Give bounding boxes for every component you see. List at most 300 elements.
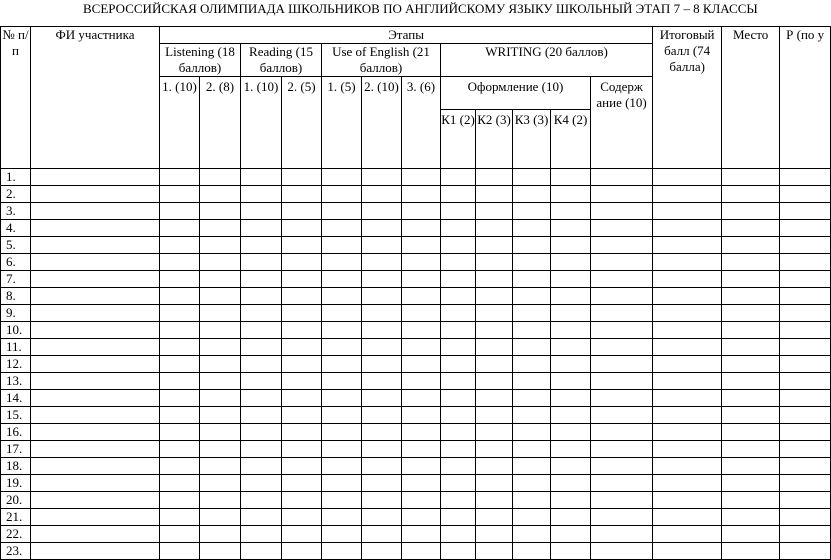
table-cell[interactable]	[322, 254, 362, 271]
table-cell[interactable]	[780, 475, 831, 492]
table-cell[interactable]	[241, 424, 282, 441]
table-cell[interactable]	[591, 220, 653, 237]
table-cell[interactable]	[402, 458, 441, 475]
table-cell[interactable]	[551, 373, 591, 390]
table-cell[interactable]	[441, 407, 476, 424]
table-cell[interactable]	[653, 441, 722, 458]
table-cell[interactable]	[160, 543, 200, 560]
table-cell[interactable]	[31, 356, 160, 373]
table-cell[interactable]	[513, 390, 551, 407]
table-cell[interactable]	[241, 220, 282, 237]
table-cell[interactable]	[282, 220, 322, 237]
table-cell[interactable]	[653, 526, 722, 543]
table-cell[interactable]	[362, 441, 402, 458]
table-cell[interactable]	[653, 475, 722, 492]
table-cell[interactable]	[241, 543, 282, 560]
table-cell[interactable]	[322, 288, 362, 305]
table-cell[interactable]	[551, 220, 591, 237]
table-cell[interactable]	[780, 271, 831, 288]
table-cell[interactable]	[591, 288, 653, 305]
table-cell[interactable]	[241, 169, 282, 186]
table-cell[interactable]	[322, 271, 362, 288]
table-cell[interactable]	[362, 492, 402, 509]
table-cell[interactable]	[653, 543, 722, 560]
table-cell[interactable]	[722, 186, 780, 203]
table-cell[interactable]	[722, 458, 780, 475]
table-cell[interactable]	[362, 407, 402, 424]
table-cell[interactable]	[476, 390, 513, 407]
table-cell[interactable]	[241, 305, 282, 322]
table-cell[interactable]	[160, 305, 200, 322]
table-cell[interactable]	[362, 186, 402, 203]
table-cell[interactable]	[322, 543, 362, 560]
table-cell[interactable]	[402, 322, 441, 339]
table-cell[interactable]	[322, 356, 362, 373]
table-cell[interactable]	[282, 254, 322, 271]
table-cell[interactable]	[241, 271, 282, 288]
table-cell[interactable]	[476, 407, 513, 424]
table-cell[interactable]	[282, 424, 322, 441]
table-cell[interactable]	[513, 407, 551, 424]
table-cell[interactable]	[31, 526, 160, 543]
table-cell[interactable]	[441, 458, 476, 475]
table-cell[interactable]	[722, 237, 780, 254]
table-cell[interactable]	[476, 492, 513, 509]
table-cell[interactable]	[513, 475, 551, 492]
table-cell[interactable]	[591, 271, 653, 288]
table-cell[interactable]	[282, 509, 322, 526]
table-cell[interactable]	[722, 305, 780, 322]
table-cell[interactable]	[441, 322, 476, 339]
table-cell[interactable]	[200, 492, 241, 509]
table-cell[interactable]	[441, 271, 476, 288]
table-cell[interactable]	[160, 220, 200, 237]
table-cell[interactable]	[551, 356, 591, 373]
table-cell[interactable]	[722, 543, 780, 560]
table-cell[interactable]	[160, 339, 200, 356]
table-cell[interactable]	[513, 339, 551, 356]
table-cell[interactable]	[722, 492, 780, 509]
table-cell[interactable]	[513, 203, 551, 220]
table-cell[interactable]	[322, 424, 362, 441]
table-cell[interactable]	[513, 186, 551, 203]
table-cell[interactable]	[200, 424, 241, 441]
table-cell[interactable]	[441, 356, 476, 373]
table-cell[interactable]	[551, 237, 591, 254]
table-cell[interactable]	[160, 509, 200, 526]
table-cell[interactable]	[551, 424, 591, 441]
table-cell[interactable]	[362, 509, 402, 526]
table-cell[interactable]	[160, 254, 200, 271]
table-cell[interactable]	[241, 441, 282, 458]
table-cell[interactable]	[722, 424, 780, 441]
table-cell[interactable]	[241, 407, 282, 424]
table-cell[interactable]	[513, 169, 551, 186]
table-cell[interactable]	[200, 186, 241, 203]
table-cell[interactable]	[441, 441, 476, 458]
table-cell[interactable]	[402, 543, 441, 560]
table-cell[interactable]	[591, 169, 653, 186]
table-cell[interactable]	[402, 475, 441, 492]
table-cell[interactable]	[780, 441, 831, 458]
table-cell[interactable]	[31, 288, 160, 305]
table-cell[interactable]	[282, 169, 322, 186]
table-cell[interactable]	[160, 169, 200, 186]
table-cell[interactable]	[551, 305, 591, 322]
table-cell[interactable]	[362, 373, 402, 390]
table-cell[interactable]	[402, 237, 441, 254]
table-cell[interactable]	[362, 322, 402, 339]
table-cell[interactable]	[653, 492, 722, 509]
table-cell[interactable]	[780, 237, 831, 254]
table-cell[interactable]	[780, 203, 831, 220]
table-cell[interactable]	[402, 509, 441, 526]
table-cell[interactable]	[513, 526, 551, 543]
table-cell[interactable]	[402, 169, 441, 186]
table-cell[interactable]	[241, 390, 282, 407]
table-cell[interactable]	[476, 526, 513, 543]
table-cell[interactable]	[441, 543, 476, 560]
table-cell[interactable]	[591, 237, 653, 254]
table-cell[interactable]	[362, 288, 402, 305]
table-cell[interactable]	[200, 373, 241, 390]
table-cell[interactable]	[362, 356, 402, 373]
table-cell[interactable]	[282, 339, 322, 356]
table-cell[interactable]	[780, 186, 831, 203]
table-cell[interactable]	[402, 254, 441, 271]
table-cell[interactable]	[591, 458, 653, 475]
table-cell[interactable]	[31, 305, 160, 322]
table-cell[interactable]	[653, 169, 722, 186]
table-cell[interactable]	[282, 458, 322, 475]
table-cell[interactable]	[551, 169, 591, 186]
table-cell[interactable]	[200, 543, 241, 560]
table-cell[interactable]	[200, 305, 241, 322]
table-cell[interactable]	[322, 203, 362, 220]
table-cell[interactable]	[282, 203, 322, 220]
table-cell[interactable]	[476, 288, 513, 305]
table-cell[interactable]	[551, 407, 591, 424]
table-cell[interactable]	[160, 407, 200, 424]
table-cell[interactable]	[653, 424, 722, 441]
table-cell[interactable]	[476, 237, 513, 254]
table-cell[interactable]	[476, 271, 513, 288]
table-cell[interactable]	[653, 203, 722, 220]
table-cell[interactable]	[200, 203, 241, 220]
table-cell[interactable]	[551, 526, 591, 543]
table-cell[interactable]	[31, 373, 160, 390]
table-cell[interactable]	[780, 424, 831, 441]
table-cell[interactable]	[513, 441, 551, 458]
table-cell[interactable]	[160, 475, 200, 492]
table-cell[interactable]	[200, 475, 241, 492]
table-cell[interactable]	[591, 373, 653, 390]
table-cell[interactable]	[241, 186, 282, 203]
table-cell[interactable]	[551, 186, 591, 203]
table-cell[interactable]	[31, 186, 160, 203]
table-cell[interactable]	[653, 509, 722, 526]
table-cell[interactable]	[322, 441, 362, 458]
table-cell[interactable]	[160, 203, 200, 220]
table-cell[interactable]	[282, 186, 322, 203]
table-cell[interactable]	[551, 475, 591, 492]
table-cell[interactable]	[241, 203, 282, 220]
table-cell[interactable]	[160, 492, 200, 509]
table-cell[interactable]	[160, 373, 200, 390]
table-cell[interactable]	[476, 509, 513, 526]
table-cell[interactable]	[780, 509, 831, 526]
table-cell[interactable]	[722, 203, 780, 220]
table-cell[interactable]	[282, 356, 322, 373]
table-cell[interactable]	[200, 339, 241, 356]
table-cell[interactable]	[476, 254, 513, 271]
table-cell[interactable]	[476, 356, 513, 373]
table-cell[interactable]	[31, 339, 160, 356]
table-cell[interactable]	[653, 254, 722, 271]
table-cell[interactable]	[322, 458, 362, 475]
table-cell[interactable]	[160, 186, 200, 203]
table-cell[interactable]	[513, 492, 551, 509]
table-cell[interactable]	[780, 288, 831, 305]
table-cell[interactable]	[780, 356, 831, 373]
table-cell[interactable]	[513, 220, 551, 237]
table-cell[interactable]	[322, 475, 362, 492]
table-cell[interactable]	[282, 305, 322, 322]
table-cell[interactable]	[441, 475, 476, 492]
table-cell[interactable]	[31, 322, 160, 339]
table-cell[interactable]	[653, 322, 722, 339]
table-cell[interactable]	[241, 254, 282, 271]
table-cell[interactable]	[362, 543, 402, 560]
table-cell[interactable]	[591, 322, 653, 339]
table-cell[interactable]	[402, 339, 441, 356]
table-cell[interactable]	[322, 373, 362, 390]
table-cell[interactable]	[31, 254, 160, 271]
table-cell[interactable]	[441, 526, 476, 543]
table-cell[interactable]	[362, 390, 402, 407]
table-cell[interactable]	[591, 509, 653, 526]
table-cell[interactable]	[441, 339, 476, 356]
table-cell[interactable]	[722, 526, 780, 543]
table-cell[interactable]	[591, 526, 653, 543]
table-cell[interactable]	[402, 407, 441, 424]
table-cell[interactable]	[551, 271, 591, 288]
table-cell[interactable]	[591, 305, 653, 322]
table-cell[interactable]	[551, 458, 591, 475]
table-cell[interactable]	[241, 373, 282, 390]
table-cell[interactable]	[282, 475, 322, 492]
table-cell[interactable]	[200, 169, 241, 186]
table-cell[interactable]	[441, 492, 476, 509]
table-cell[interactable]	[362, 475, 402, 492]
table-cell[interactable]	[722, 441, 780, 458]
table-cell[interactable]	[282, 441, 322, 458]
table-cell[interactable]	[591, 254, 653, 271]
table-cell[interactable]	[200, 254, 241, 271]
table-cell[interactable]	[200, 458, 241, 475]
table-cell[interactable]	[31, 475, 160, 492]
table-cell[interactable]	[551, 441, 591, 458]
table-cell[interactable]	[441, 254, 476, 271]
table-cell[interactable]	[722, 220, 780, 237]
table-cell[interactable]	[722, 356, 780, 373]
table-cell[interactable]	[282, 373, 322, 390]
table-cell[interactable]	[441, 373, 476, 390]
table-cell[interactable]	[476, 458, 513, 475]
table-cell[interactable]	[653, 186, 722, 203]
table-cell[interactable]	[591, 203, 653, 220]
table-cell[interactable]	[653, 305, 722, 322]
table-cell[interactable]	[780, 390, 831, 407]
table-cell[interactable]	[591, 543, 653, 560]
table-cell[interactable]	[160, 271, 200, 288]
table-cell[interactable]	[780, 339, 831, 356]
table-cell[interactable]	[402, 441, 441, 458]
table-cell[interactable]	[513, 509, 551, 526]
table-cell[interactable]	[780, 220, 831, 237]
table-cell[interactable]	[722, 509, 780, 526]
table-cell[interactable]	[780, 254, 831, 271]
table-cell[interactable]	[160, 288, 200, 305]
table-cell[interactable]	[780, 526, 831, 543]
table-cell[interactable]	[200, 441, 241, 458]
table-cell[interactable]	[322, 322, 362, 339]
table-cell[interactable]	[402, 492, 441, 509]
table-cell[interactable]	[200, 322, 241, 339]
table-cell[interactable]	[551, 203, 591, 220]
table-cell[interactable]	[241, 509, 282, 526]
table-cell[interactable]	[513, 458, 551, 475]
table-cell[interactable]	[780, 543, 831, 560]
table-cell[interactable]	[402, 288, 441, 305]
table-cell[interactable]	[722, 407, 780, 424]
table-cell[interactable]	[362, 424, 402, 441]
table-cell[interactable]	[780, 169, 831, 186]
table-cell[interactable]	[551, 254, 591, 271]
table-cell[interactable]	[241, 237, 282, 254]
table-cell[interactable]	[241, 356, 282, 373]
table-cell[interactable]	[441, 509, 476, 526]
table-cell[interactable]	[282, 271, 322, 288]
table-cell[interactable]	[322, 220, 362, 237]
table-cell[interactable]	[476, 203, 513, 220]
table-cell[interactable]	[513, 305, 551, 322]
table-cell[interactable]	[31, 271, 160, 288]
table-cell[interactable]	[402, 356, 441, 373]
table-cell[interactable]	[402, 390, 441, 407]
table-cell[interactable]	[653, 390, 722, 407]
table-cell[interactable]	[476, 441, 513, 458]
table-cell[interactable]	[402, 305, 441, 322]
table-cell[interactable]	[160, 390, 200, 407]
table-cell[interactable]	[591, 356, 653, 373]
table-cell[interactable]	[653, 339, 722, 356]
table-cell[interactable]	[160, 322, 200, 339]
table-cell[interactable]	[551, 543, 591, 560]
table-cell[interactable]	[653, 288, 722, 305]
table-cell[interactable]	[160, 356, 200, 373]
table-cell[interactable]	[722, 169, 780, 186]
table-cell[interactable]	[200, 220, 241, 237]
table-cell[interactable]	[591, 475, 653, 492]
table-cell[interactable]	[200, 288, 241, 305]
table-cell[interactable]	[653, 237, 722, 254]
table-cell[interactable]	[476, 305, 513, 322]
table-cell[interactable]	[241, 322, 282, 339]
table-cell[interactable]	[513, 543, 551, 560]
table-cell[interactable]	[513, 288, 551, 305]
table-cell[interactable]	[362, 237, 402, 254]
table-cell[interactable]	[200, 271, 241, 288]
table-cell[interactable]	[160, 237, 200, 254]
table-cell[interactable]	[31, 492, 160, 509]
table-cell[interactable]	[780, 407, 831, 424]
table-cell[interactable]	[591, 186, 653, 203]
table-cell[interactable]	[31, 220, 160, 237]
table-cell[interactable]	[551, 339, 591, 356]
table-cell[interactable]	[513, 322, 551, 339]
table-cell[interactable]	[722, 271, 780, 288]
table-cell[interactable]	[780, 458, 831, 475]
table-cell[interactable]	[322, 492, 362, 509]
table-cell[interactable]	[513, 356, 551, 373]
table-cell[interactable]	[653, 356, 722, 373]
table-cell[interactable]	[31, 169, 160, 186]
table-cell[interactable]	[31, 543, 160, 560]
table-cell[interactable]	[402, 271, 441, 288]
table-cell[interactable]	[476, 373, 513, 390]
table-cell[interactable]	[322, 305, 362, 322]
table-cell[interactable]	[476, 220, 513, 237]
table-cell[interactable]	[200, 509, 241, 526]
table-cell[interactable]	[441, 186, 476, 203]
table-cell[interactable]	[362, 254, 402, 271]
table-cell[interactable]	[160, 441, 200, 458]
table-cell[interactable]	[282, 390, 322, 407]
table-cell[interactable]	[282, 237, 322, 254]
table-cell[interactable]	[476, 543, 513, 560]
table-cell[interactable]	[241, 526, 282, 543]
table-cell[interactable]	[780, 305, 831, 322]
table-cell[interactable]	[653, 271, 722, 288]
table-cell[interactable]	[362, 169, 402, 186]
table-cell[interactable]	[476, 169, 513, 186]
table-cell[interactable]	[441, 237, 476, 254]
table-cell[interactable]	[322, 407, 362, 424]
table-cell[interactable]	[653, 220, 722, 237]
table-cell[interactable]	[31, 203, 160, 220]
table-cell[interactable]	[362, 458, 402, 475]
table-cell[interactable]	[322, 186, 362, 203]
table-cell[interactable]	[441, 220, 476, 237]
table-cell[interactable]	[200, 407, 241, 424]
table-cell[interactable]	[653, 458, 722, 475]
table-cell[interactable]	[241, 458, 282, 475]
table-cell[interactable]	[513, 237, 551, 254]
table-cell[interactable]	[722, 373, 780, 390]
table-cell[interactable]	[362, 271, 402, 288]
table-cell[interactable]	[780, 322, 831, 339]
table-cell[interactable]	[591, 390, 653, 407]
table-cell[interactable]	[241, 475, 282, 492]
table-cell[interactable]	[160, 458, 200, 475]
table-cell[interactable]	[322, 169, 362, 186]
table-cell[interactable]	[322, 509, 362, 526]
table-cell[interactable]	[322, 390, 362, 407]
table-cell[interactable]	[722, 254, 780, 271]
table-cell[interactable]	[513, 254, 551, 271]
table-cell[interactable]	[282, 526, 322, 543]
